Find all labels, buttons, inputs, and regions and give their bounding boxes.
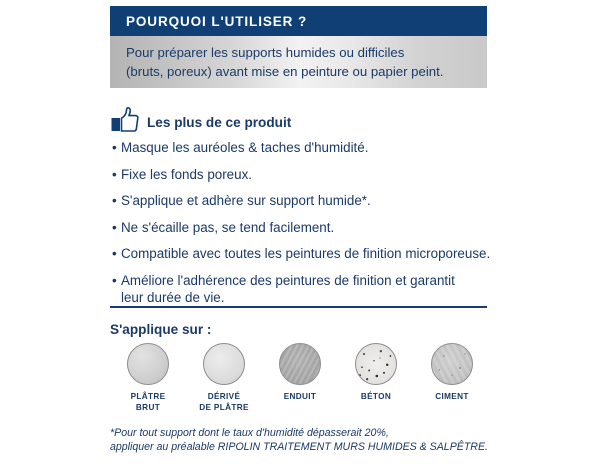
surface-swatch-enduit	[262, 343, 338, 413]
bullet-marker-icon: •	[112, 219, 117, 235]
benefit-text: Ne s'écaille pas, se tend facilement.	[121, 219, 335, 235]
bullet-marker-icon: •	[112, 140, 117, 155]
thumbs-up-icon	[110, 106, 140, 134]
surface-swatch-label: DÉRIVÉ DE PLÂTRE	[199, 392, 249, 412]
product-benefits-title: Les plus de ce produit	[147, 114, 292, 130]
surface-swatch-derive-de-platre	[186, 343, 262, 413]
product-benefits-header	[110, 106, 291, 134]
section-divider	[110, 306, 487, 308]
list-item	[112, 192, 512, 209]
footnote-line-2: appliquer au préalable RIPOLIN TRAITEMENT MURS HUMIDES & SALPÊTRE.	[110, 441, 488, 453]
surface-texture-icon	[355, 343, 397, 385]
surface-swatch-platre-brut	[110, 343, 186, 413]
applies-to-title: S'applique sur :	[110, 322, 212, 337]
benefit-text: Compatible avec toutes les peintures de finition microporeuse.	[121, 246, 491, 261]
surface-texture-icon	[203, 343, 245, 385]
list-item	[112, 272, 512, 306]
surface-swatch-ciment	[414, 343, 490, 413]
why-use-it-body-line-1: Pour préparer les supports humides ou difficiles	[126, 45, 405, 60]
list-item	[112, 139, 512, 156]
surface-texture-icon	[279, 343, 321, 385]
benefit-text: Fixe les fonds poreux.	[121, 166, 252, 182]
surface-swatch-label: PLÂTRE BRUT	[130, 392, 166, 412]
why-use-it-title: POURQUOI L'UTILISER ?	[126, 13, 308, 29]
surface-swatch-beton	[338, 343, 414, 413]
benefit-text: Améliore l'adhérence des peintures de finition et garantit leur durée de vie.	[121, 272, 455, 305]
surface-texture-icon	[127, 343, 169, 385]
surface-swatch-list	[110, 343, 490, 413]
surface-swatch-label: BÉTON	[360, 392, 392, 401]
benefit-text: S'applique et adhère sur support humide*.	[121, 193, 371, 208]
benefit-text: Masque les auréoles & taches d'humidité.	[121, 140, 369, 155]
product-benefits-list	[112, 139, 512, 315]
surface-swatch-label: ENDUIT	[283, 392, 317, 401]
list-item	[112, 219, 512, 236]
bullet-marker-icon: •	[112, 246, 117, 261]
list-item	[112, 166, 512, 183]
why-use-it-header	[110, 6, 487, 36]
bullet-marker-icon: •	[112, 193, 117, 208]
bullet-marker-icon: •	[112, 166, 117, 182]
footnote	[110, 426, 510, 454]
list-item	[112, 245, 512, 262]
why-use-it-body-line-2: (bruts, poreux) avant mise en peinture ou papier peint.	[126, 64, 444, 79]
why-use-it-panel	[110, 6, 487, 88]
bullet-marker-icon: •	[112, 272, 117, 288]
footnote-line-1: *Pour tout support dont le taux d'humidité dépasserait 20%,	[110, 427, 389, 439]
why-use-it-body	[110, 36, 487, 88]
surface-texture-icon	[431, 343, 473, 385]
surface-swatch-label: CIMENT	[435, 392, 469, 401]
